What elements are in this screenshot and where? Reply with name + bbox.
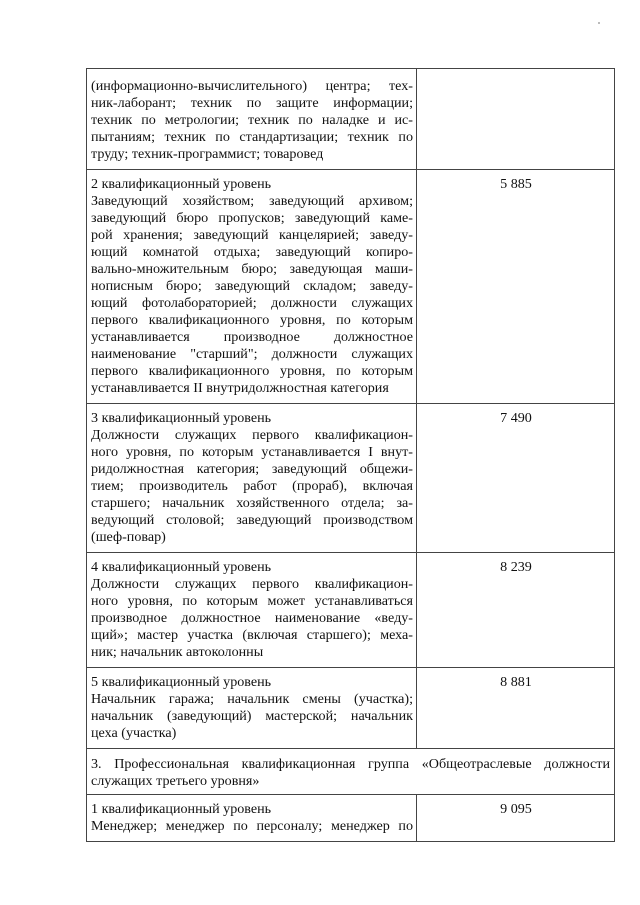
text-line: ридолжностная категория; заведующий общежи- xyxy=(91,461,413,477)
text-line: первого квалификационного уровня, по которым xyxy=(91,312,413,328)
row-value: 5 885 xyxy=(417,170,615,404)
row-description xyxy=(87,69,417,170)
text-line: производное должностное наименование «веду- xyxy=(91,610,413,626)
row-description xyxy=(87,553,417,668)
text-line: ведующий столовой; заведующий производством xyxy=(91,512,413,528)
text-line: щий»; мастер участка (включая старшего); меха- xyxy=(91,627,413,643)
row-value: 8 239 xyxy=(417,553,615,668)
row-value: 7 490 xyxy=(417,404,615,553)
text-line: Заведующий хозяйством; заведующий архивом; xyxy=(91,193,413,209)
table-row xyxy=(87,404,615,553)
text-line: Начальник гаража; начальник смены (участка); xyxy=(91,691,413,707)
salary-table xyxy=(86,68,615,842)
scan-speck xyxy=(598,22,600,24)
level-title: 1 квалификационный уровень xyxy=(91,801,272,817)
text-line: рой хранения; заведующий канцелярией; заведу- xyxy=(91,227,413,243)
level-title: 3 квалификационный уровень xyxy=(91,410,272,426)
level-title: 4 квалификационный уровень xyxy=(91,559,272,575)
row-description xyxy=(87,404,417,553)
text-line: нописным бюро; заведующий складом; заведу- xyxy=(91,278,413,294)
text-line: (шеф-повар) xyxy=(91,529,166,545)
text-line: ного уровня, по которым может устанавливаться xyxy=(91,593,413,609)
row-value: 9 095 xyxy=(417,795,615,842)
text-line: ющий комнатой отдыха; заведующий копиро- xyxy=(91,244,413,260)
row-value xyxy=(417,69,615,170)
text-line: наименование "старший"; должности служащих xyxy=(91,346,413,362)
text-line: Менеджер; менеджер по персоналу; менеджер по xyxy=(91,818,413,834)
level-title: 2 квалификационный уровень xyxy=(91,176,272,192)
row-description xyxy=(87,170,417,404)
salary-table-body xyxy=(87,69,615,842)
text-line: пытаниям; техник по стандартизации; техник по xyxy=(91,129,413,145)
table-row xyxy=(87,69,615,170)
table-row xyxy=(87,170,615,404)
row-description xyxy=(87,795,417,842)
text-line: ного уровня, по которым устанавливается I внут- xyxy=(91,444,413,460)
text-line: техник по метрологии; техник по наладке и ис- xyxy=(91,112,413,128)
text-line: вально-множительным бюро; заведующая маши- xyxy=(91,261,413,277)
text-line: заведующий бюро пропусков; заведующий камe- xyxy=(91,210,413,226)
text-line: начальник (заведующий) мастерской; начальник xyxy=(91,708,413,724)
group-header: 3. Профессиональная квалификационная группа «Общеотраслевые должности служащих третьего уровня» xyxy=(87,749,615,795)
text-line: ник-лаборант; техник по защите информации; xyxy=(91,95,413,111)
text-line: цеха (участка) xyxy=(91,725,177,741)
text-line: Должности служащих первого квалификацион- xyxy=(91,576,413,592)
text-line: устанавливается II внутридолжностная категория xyxy=(91,380,389,396)
text-line: ющий фотолабораторией; должности служащих xyxy=(91,295,413,311)
text-line: труду; техник-программист; товаровед xyxy=(91,146,324,162)
row-description xyxy=(87,668,417,749)
text-line: Должности служащих первого квалификацион- xyxy=(91,427,413,443)
text-line: (информационно-вычислительного) центра; тех- xyxy=(91,78,413,94)
table-row xyxy=(87,553,615,668)
text-line: ник; начальник автоколонны xyxy=(91,644,264,660)
text-line: устанавливается производное должностное xyxy=(91,329,413,345)
level-title: 5 квалификационный уровень xyxy=(91,674,272,690)
table-row xyxy=(87,668,615,749)
group-header-row xyxy=(87,749,615,795)
text-line: первого квалификационного уровня, по которым xyxy=(91,363,413,379)
text-line: тием; производитель работ (прораб), включая xyxy=(91,478,413,494)
row-value: 8 881 xyxy=(417,668,615,749)
text-line: старшего; начальник хозяйственного отдела; за- xyxy=(91,495,413,511)
table-row xyxy=(87,795,615,842)
